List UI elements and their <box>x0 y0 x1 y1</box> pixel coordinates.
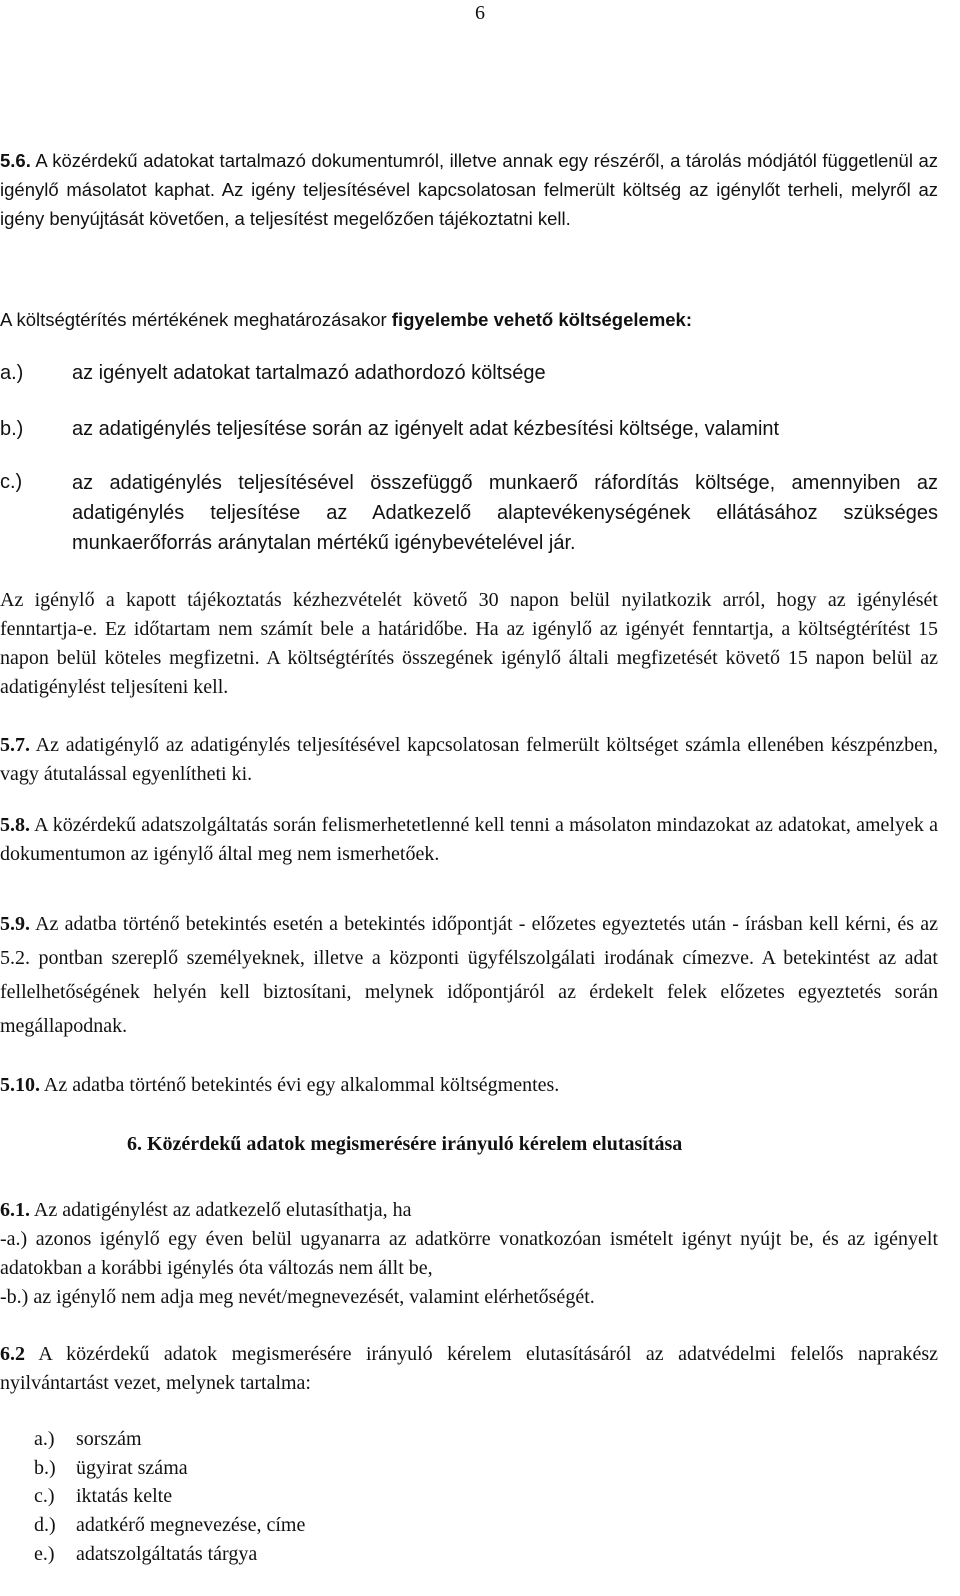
section-number: 5.8. <box>0 814 30 836</box>
list-label: e.) <box>34 1543 55 1565</box>
list-item: adatszolgáltatás tárgya <box>76 1543 258 1565</box>
section-number: 5.6. <box>0 150 31 171</box>
section-6-1 <box>0 1196 938 1225</box>
list-item: az adatigénylés teljesítésével összefüggő munkaerő ráfordítás költsége, amennyiben az adatigénylés teljesítése az Adatkezelő alaptevékenységének ellátásához szükséges munkaerőforrás aránytalan mértékű igénybevételével jár. <box>72 472 938 554</box>
cost-intro-text: A költségtérítés mértékének meghatározásakor <box>0 309 392 330</box>
list-label: c.) <box>0 471 23 493</box>
list-label: b.) <box>0 418 24 440</box>
list-item: -b.) az igénylő nem adja meg nevét/megnevezését, valamint elérhetőségét. <box>0 1286 595 1308</box>
list-label: d.) <box>34 1514 56 1536</box>
section-number: 6.1. <box>0 1199 30 1221</box>
list-item: iktatás kelte <box>76 1485 173 1507</box>
section-text: Az adatigénylő az adatigénylés teljesítésével kapcsolatosan felmerült költséget számla ellenében készpénzben, vagy átutalással egyenlítheti ki. <box>0 734 938 785</box>
list-label: b.) <box>34 1457 56 1479</box>
section-text: Az adatba történő betekintés esetén a betekintés időpontját - előzetes egyeztetés után - írásban kell kérni, és az 5.2. pontban szereplő személyeknek, illetve a központi ügyfélszolgálati irodának címezve. A betekintést az adat fellelhetőségének helyén kell biztosítani, melynek időpontjáról az érdekelt felek előzetes egyeztetés során megállapodnak. <box>0 913 938 1037</box>
section-5-7 <box>0 731 938 789</box>
notice-paragraph: Az igénylő a kapott tájékoztatás kézhezvételét követő 30 napon belül nyilatkozik arról, hogy az igénylését fenntartja-e. Ez időtartam nem számít bele a határidőbe. Ha az igénylő az igényét fenntartja, a költségtérítést 15 napon belül köteles megfizetni. A költségtérítés összegének igénylő általi megfizetését követő 15 napon belül az adatigénylést teljesíteni kell. <box>0 589 938 698</box>
list-label: a.) <box>34 1428 55 1450</box>
list-item: sorszám <box>76 1428 142 1450</box>
cost-intro-bold: figyelembe vehető költségelemek: <box>391 309 693 330</box>
list-item: -a.) azonos igénylő egy éven belül ugyanarra az adatkörre vonatkozóan ismételt igényt nyújt be, és az igényelt adatokban a korábbi igénylés óta változás nem állt be, <box>0 1228 938 1279</box>
section-text: A közérdekű adatokat tartalmazó dokumentumról, illetve annak egy részéről, a tárolás módjától függetlenül az igénylő másolatot kaphat. Az igény teljesítésével kapcsolatosan felmerült költség az igénylőt terheli, melyről az igény benyújtását követően, a teljesítést megelőzően tájékoztatni kell. <box>0 150 938 229</box>
section-text: Az adatba történő betekintés évi egy alkalommal költségmentes. <box>43 1074 560 1096</box>
heading-text: 6. Közérdekű adatok megismerésére irányuló kérelem elutasítása <box>127 1133 683 1155</box>
section-5-9 <box>0 907 938 1043</box>
list-item: az igényelt adatokat tartalmazó adathordozó költsége <box>72 362 546 384</box>
section-number: 5.9. <box>0 913 30 935</box>
list-item: adatkérő megnevezése, címe <box>76 1514 306 1536</box>
section-number: 6.2 <box>0 1343 25 1365</box>
section-number: 5.10. <box>0 1074 40 1096</box>
section-6-2 <box>0 1340 938 1398</box>
section-5-10 <box>0 1071 938 1100</box>
section-number: 5.7. <box>0 734 30 756</box>
section-text: Az adatigénylést az adatkezelő elutasíthatja, ha <box>33 1199 412 1221</box>
section-text: A közérdekű adatszolgáltatás során felismerhetetlenné kell tenni a másolaton mindazokat az adatokat, amelyek a dokumentumon az igénylő által meg nem ismerhetőek. <box>0 814 938 865</box>
list-item: ügyirat száma <box>76 1457 188 1479</box>
list-label: a.) <box>0 362 24 384</box>
section-5-6 <box>0 146 938 233</box>
section-5-8 <box>0 811 938 869</box>
cost-intro <box>0 305 938 334</box>
list-label: c.) <box>34 1485 55 1507</box>
page-number: 6 <box>475 2 485 24</box>
section-heading <box>127 1130 927 1159</box>
section-text: A közérdekű adatok megismerésére irányuló kérelem elutasításáról az adatvédelmi felelős naprakész nyilvántartást vezet, melynek tartalma: <box>0 1343 938 1394</box>
list-item: az adatigénylés teljesítése során az igényelt adat kézbesítési költsége, valamint <box>72 418 780 440</box>
